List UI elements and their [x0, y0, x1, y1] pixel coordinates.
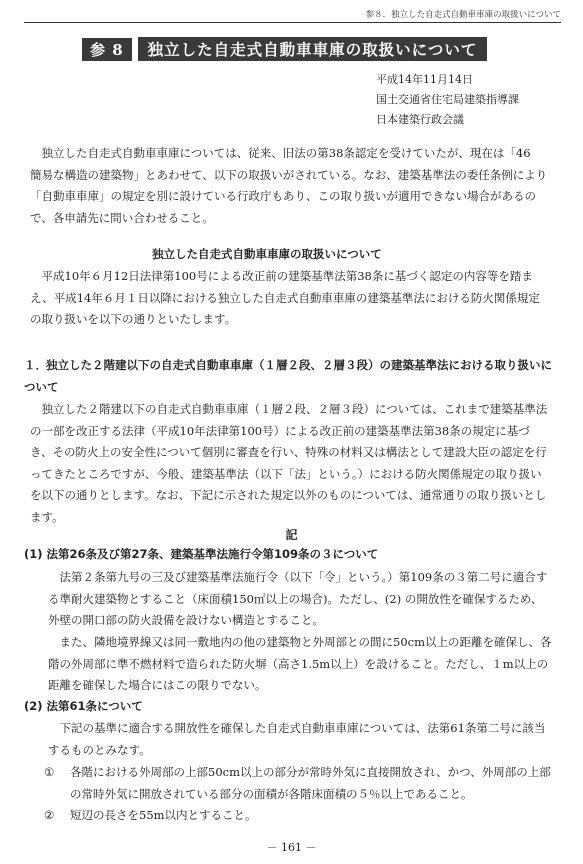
item-2-heading — [24, 698, 143, 714]
item-1-paragraph-1: 法第２条第九号の三及び建築基準法施行令（以下「令」という。）第109条の３第二号に適合する準耐火建築物とすること（床面積150㎡以上の場合)。ただし、(2) の開放性を確保するため、外壁の開口部の防火設備を設けない構造とすること。 — [48, 570, 548, 627]
list-marker: ② — [44, 808, 55, 822]
item-2-label: (2) — [24, 699, 43, 713]
list-item-text: 各階における外周部の上部50cm以上の部分が常時外気に直接開放され、かつ、外周部の上部の常時外気に開放されている部分の面積が各階床面積の５％以上であること。 — [70, 765, 551, 801]
meta-date: 平成14年11月14日 — [376, 73, 473, 86]
running-header: 参８．独立した自走式自動車車庫の取扱いについて — [365, 10, 561, 20]
item-2-title: 法第61条について — [46, 699, 143, 713]
section-1-title: 独立した２階建以下の自走式自動車車庫（１層２段、２層３段）の建築基準法における取り扱いについて — [24, 358, 552, 394]
meta-issuer: 国土交通省住宅局建築指導課 — [376, 93, 519, 106]
section-1-number: １． — [24, 358, 47, 372]
ki-heading: 記 — [285, 528, 298, 542]
page-number: － 161 － — [266, 841, 317, 854]
subheading: 独立した自走式自動車車庫の取扱いについて — [152, 247, 382, 261]
meta-organization: 日本建築行政会議 — [376, 113, 464, 126]
title-badge: 参 8 — [82, 38, 132, 61]
header-rule — [24, 22, 561, 23]
section-1-body: 独立した２階建以下の自走式自動車車庫（１層２段、２層３段）については、これまで建築基準法の一部を改正する法律（平成10年法律第100号）による改正前の建築基準法第38条の規定に基づき、その防火上の安全性について個別に審査を行い、特殊の材料又は構法として建設大臣の認定を行ってきたところですが、今般、建築基準法（以下「法」という。）における防火関係規定の取り扱いを以下の通りとします。なお、下記に示された規定以外のものについては、通常通りの取り扱いとします。 — [30, 402, 548, 524]
item-2-criteria-list — [44, 762, 554, 827]
item-1-title: 法第26条及び第27条、建築基準法施行令第109条の３について — [46, 547, 379, 561]
section-1-heading — [24, 354, 554, 398]
item-1-label: (1) — [24, 547, 43, 561]
document-meta — [376, 70, 519, 130]
list-item — [44, 805, 554, 827]
document-title — [82, 37, 487, 61]
list-item-text: 短辺の長さを55m以内とすること。 — [70, 808, 257, 822]
item-1-paragraph-2: また、隣地境界線又は同一敷地内の他の建築物と外周部との間に50cm以上の距離を確保し、各階の外周部に準不燃材料で造られた防火塀（高さ1.5m以上）を設けること。ただし、１m以上の距離を確保した場合にはこの限りでない。 — [48, 635, 552, 692]
item-2-paragraph-1: 下記の基準に適合する開放性を確保した自走式自動車車庫については、法第61条第二号に該当するものとみなす。 — [48, 721, 546, 757]
list-marker: ① — [44, 765, 55, 779]
intro-paragraph: 独立した自走式自動車車庫については、従来、旧法の第38条認定を受けていたが、現在は「46 簡易な構造の建築物」とあわせて、以下の取扱いがされている。なお、建築基準法の委任条例により「自動車車庫」の規定を別に設けている行政庁もあり、この取り扱いが適用できない場合があるので、各申請先に問い合わせること。 — [30, 146, 548, 225]
sub-intro-paragraph: 平成10年６月12日法律第100号による改正前の建築基準法第38条に基づく認定の内容等を踏まえ、平成14年６月１日以降における独立した自走式自動車車庫の建築基準法における防火関係規定の取り扱いを以下の通りといたします。 — [30, 269, 540, 326]
item-1-heading — [24, 546, 378, 562]
list-item — [44, 762, 554, 805]
title-text: 独立した自走式自動車車庫の取扱いについて — [138, 37, 488, 61]
